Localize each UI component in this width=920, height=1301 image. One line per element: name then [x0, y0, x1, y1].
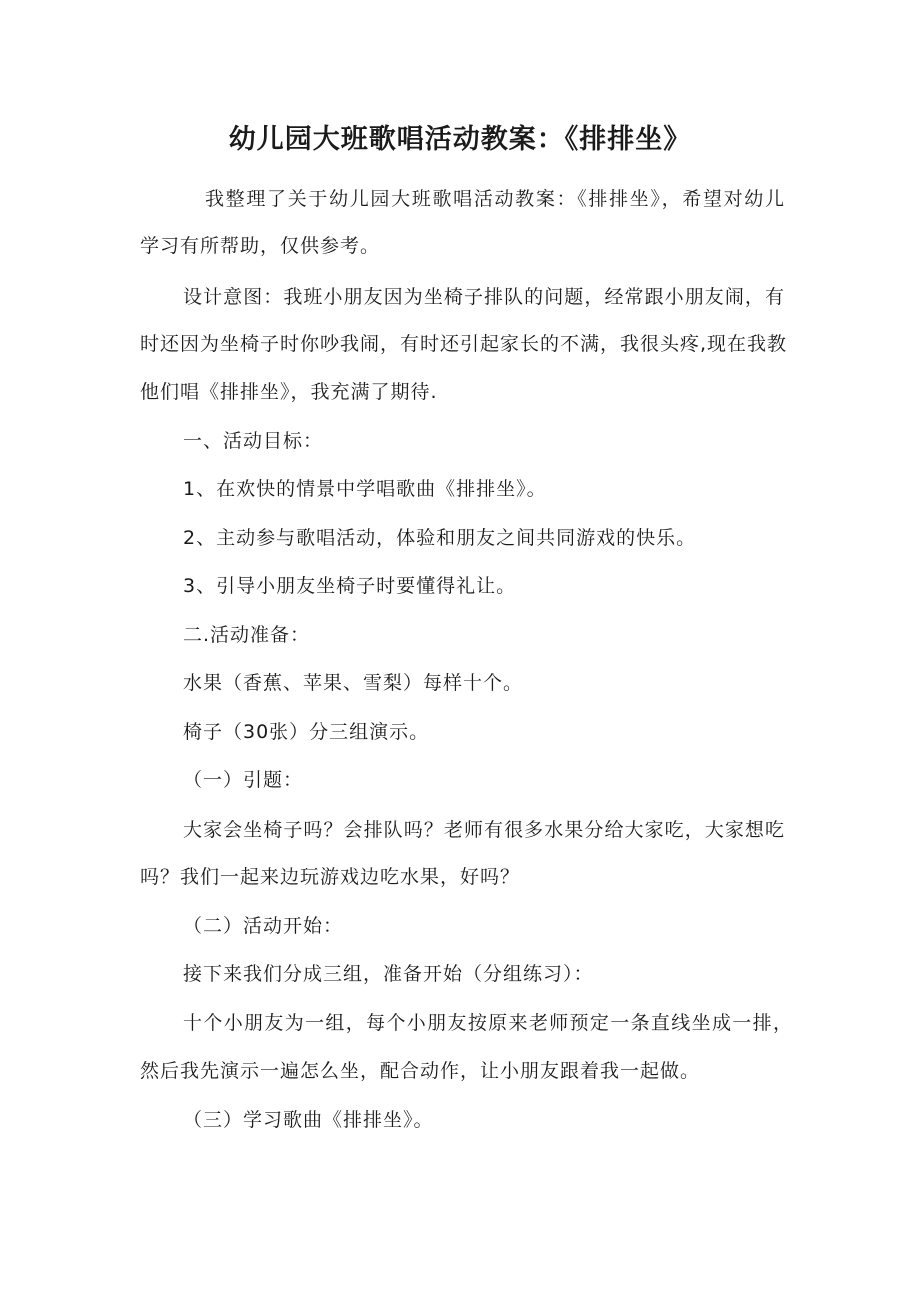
preparation-item-2: 椅子（30张）分三组演示。 — [183, 721, 430, 743]
intro-line-1: 我整理了关于幼儿园大班歌唱活动教案：《排排坐》，希望对幼儿 — [205, 188, 785, 210]
section-start-heading: （二）活动开始： — [183, 915, 344, 937]
goal-item-3: 3、引导小朋友坐椅子时要懂得礼让。 — [183, 575, 517, 597]
section-start-line-1: 接下来我们分成三组，准备开始（分组练习）： — [183, 963, 594, 985]
section-song-heading: （三）学习歌曲《排排坐》。 — [183, 1109, 434, 1131]
design-intent-line-1: 设计意图：我班小朋友因为坐椅子排队的问题，经常跟小朋友闹，有 — [183, 286, 785, 308]
section-start-line-3: 然后我先演示一遍怎么坐，配合动作，让小朋友跟着我一起做。 — [140, 1060, 701, 1082]
design-intent-line-3: 他们唱《排排坐》，我充满了期待. — [140, 381, 438, 403]
section-intro-line-2: 吗？我们一起来边玩游戏边吃水果，好吗？ — [140, 866, 521, 888]
goal-item-2: 2、主动参与歌唱活动，体验和朋友之间共同游戏的快乐。 — [183, 527, 697, 549]
goals-heading: 一、活动目标： — [183, 430, 324, 452]
document-title: 幼儿园大班歌唱活动教案：《排排坐》 — [228, 124, 692, 155]
design-intent-line-2: 时还因为坐椅子时你吵我闹，有时还引起家长的不满，我很头疼,现在我教 — [140, 333, 788, 355]
section-start-line-2: 十个小朋友为一组，每个小朋友按原来老师预定一条直线坐成一排， — [183, 1012, 793, 1034]
goal-item-1: 1、在欢快的情景中学唱歌曲《排排坐》。 — [183, 478, 547, 500]
section-intro-heading: （一）引题： — [183, 769, 304, 791]
intro-line-2: 学习有所帮助，仅供参考。 — [140, 235, 381, 257]
preparation-heading: 二.活动准备： — [183, 624, 311, 646]
section-intro-line-1: 大家会坐椅子吗？会排队吗？老师有很多水果分给大家吃，大家想吃 — [183, 819, 785, 841]
preparation-item-1: 水果（香蕉、苹果、雪梨）每样十个。 — [183, 672, 524, 694]
